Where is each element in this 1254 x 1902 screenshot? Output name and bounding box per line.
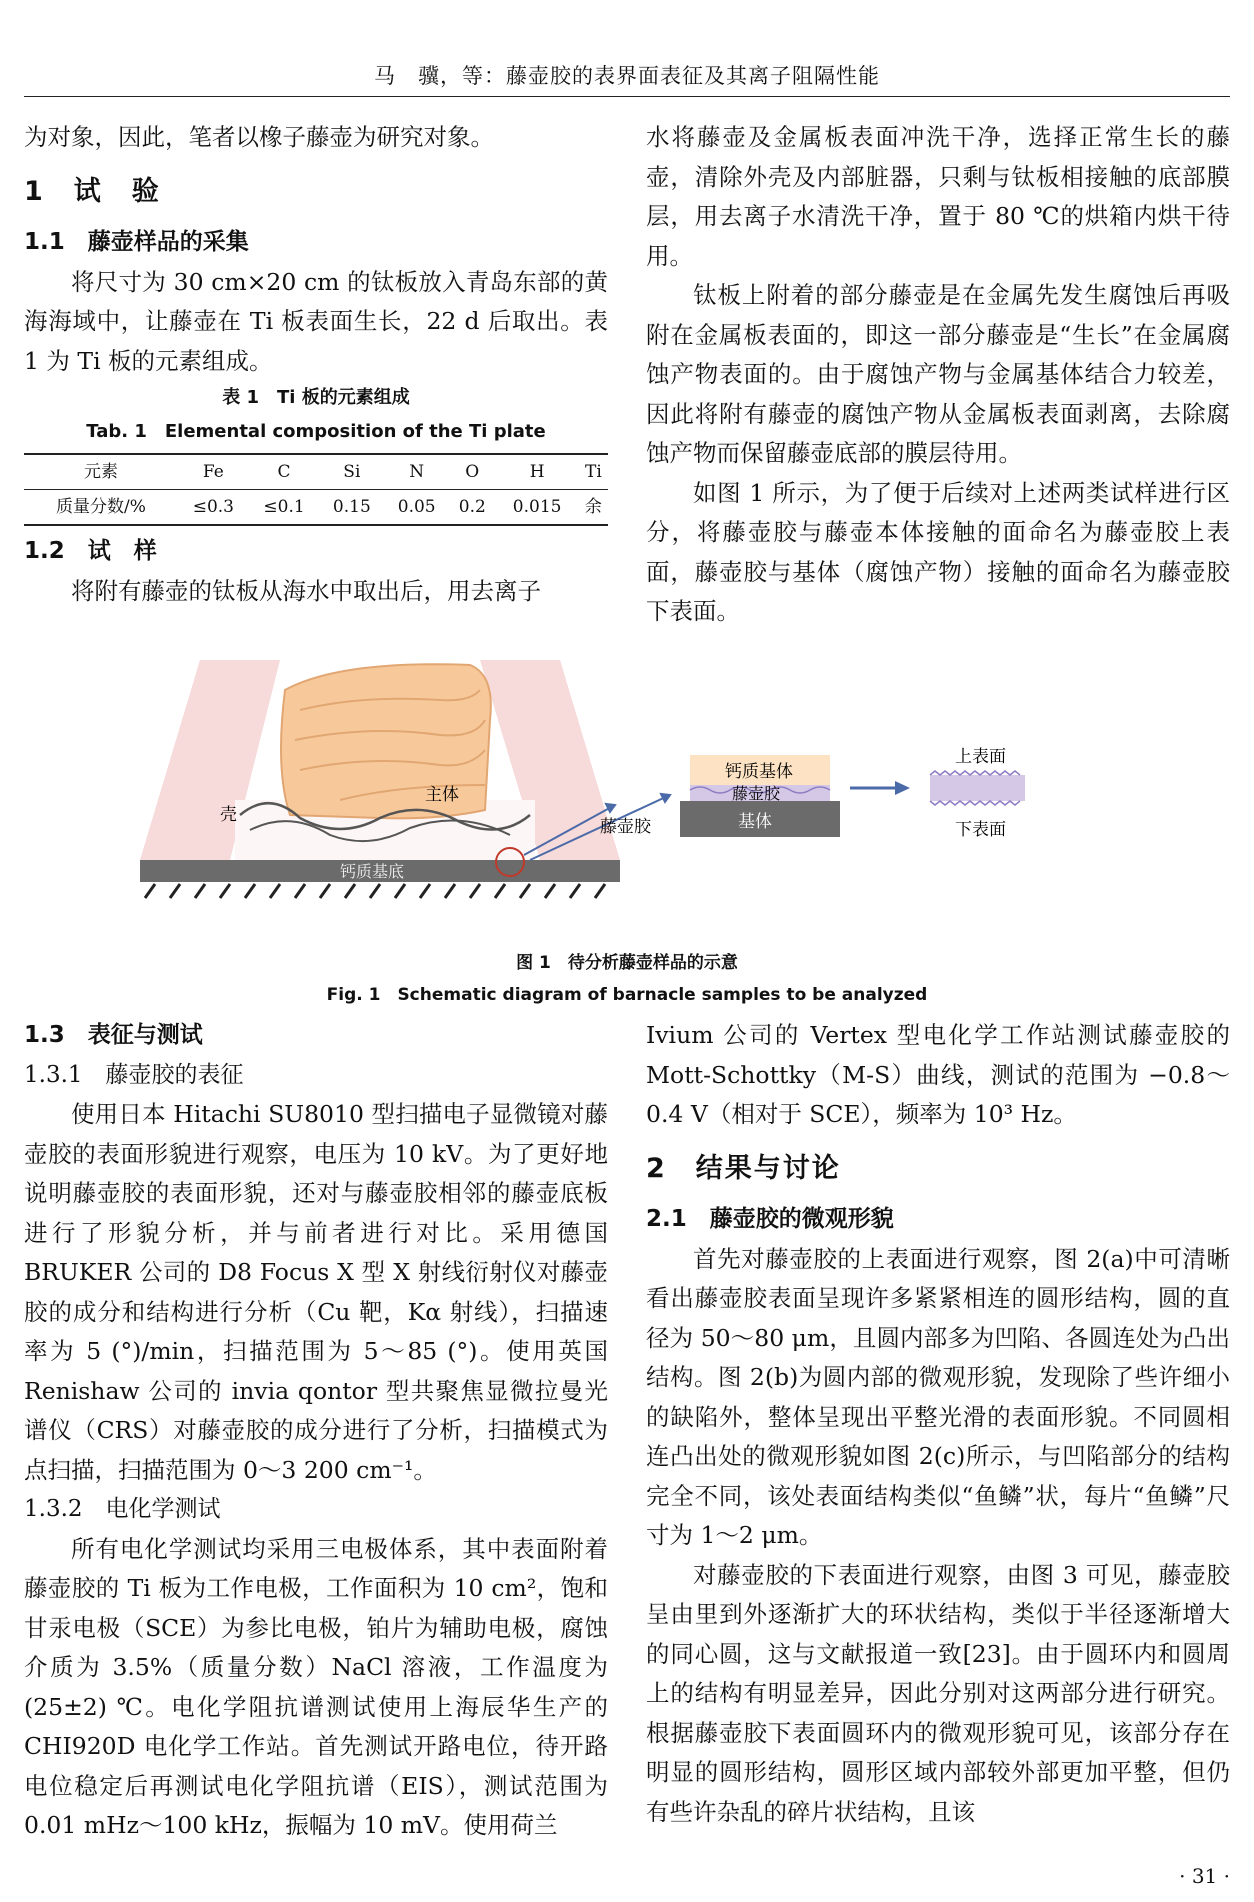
paragraph: 首先对藤壶胶的上表面进行观察，图 2(a)中可清晰看出藤壶胶表面呈现许多紧紧相连的圆形结构，圆的直径为 50～80 μm，且圆内部多为凹陷、各圆连处为凸出结构。图 2(b)为圆内部的微观形貌，发现除了些许细小的缺陷外，整体呈现出平整光滑的表面形貌。不同圆相连凸出处的微观形貌如图 2(c)所示，与凹陷部分的结构完全不同，该处表面结构类似“鱼鳞”状，每片“鱼鳞”尺寸为 1～2 μm。 xyxy=(646,1244,1230,1549)
table-cell: 0.05 xyxy=(384,490,449,526)
table-cell: O xyxy=(449,454,495,490)
paragraph: 使用日本 Hitachi SU8010 型扫描电子显微镜对藤壶胶的表面形貌进行观察，电压为 10 kV。为了更好地说明藤壶胶的表面形貌，还对与藤壶胶相邻的藤壶底板进行了形貌分析，并与前者进行对比。采用德国 BRUKER 公司的 D8 Focus X 型 X 射线衍射仪对藤壶胶的成分和结构进行分析（Cu 靶，Kα 射线），扫描速率为 5 (°)/min，扫描范围为 5～85 (°)。使用英国 Renishaw 公司的 invia qontor 型共聚焦显微拉曼光谱仪（CRS）对藤壶胶的成分进行了分析，扫描模式为点扫描，扫描范围为 0～3 200 cm⁻¹。 xyxy=(24,1100,608,1484)
lower-surface-label: 下表面 xyxy=(955,820,1006,840)
table-cell: Ti xyxy=(579,454,608,490)
substrate-label: 基体 xyxy=(738,812,772,832)
glue-layer-label: 藤壶胶 xyxy=(732,784,781,803)
table-cell: 0.2 xyxy=(449,490,495,526)
figure-caption-en: Fig. 1 Schematic diagram of barnacle samples to be analyzed xyxy=(326,985,928,1005)
section-1-3-2-heading: 1.3.2 电化学测试 xyxy=(24,1496,221,1522)
upper-surface-label: 上表面 xyxy=(955,747,1006,767)
table-cell: ≤0.3 xyxy=(178,490,249,526)
paragraph: 为对象，因此，笔者以橡子藤壶为研究对象。 xyxy=(24,123,494,151)
paragraph: 水将藤壶及金属板表面冲洗干净，选择正常生长的藤壶，清除外壳及内部脏器，只剩与钛板相接触的底部膜层，用去离子水清洗干净，置于 80 ℃的烘箱内烘干待用。 xyxy=(646,123,1230,270)
figure-caption-cn: 图 1 待分析藤壶样品的示意 xyxy=(516,953,738,973)
table-caption-cn: 表 1 Ti 板的元素组成 xyxy=(222,387,410,408)
paragraph: 所有电化学测试均采用三电极体系，其中表面附着藤壶胶的 Ti 板为工作电极，工作面积为 10 cm²，饱和甘汞电极（SCE）为参比电极，铂片为辅助电极，腐蚀介质为 3.5%（质量分数）NaCl 溶液，工作温度为 (25±2) ℃。电化学阻抗谱测试使用上海辰华生产的 CHI920D 电化学工作站。首先测试开路电位，待开路电位稳定后再测试电化学阻抗谱（EIS），测试范围为 0.01 mHz～100 kHz，振幅为 10 mV。使用荷兰 xyxy=(24,1534,608,1839)
right-column-bottom xyxy=(646,1016,1230,1832)
running-header: 马 骥，等：藤壶胶的表界面表征及其离子阻隔性能 xyxy=(374,64,880,88)
left-column-bottom xyxy=(24,1016,608,1846)
section-1-3-heading: 1.3 表征与测试 xyxy=(24,1022,203,1048)
section-2-heading: 2 结果与讨论 xyxy=(646,1152,841,1184)
section-1-3-1-heading: 1.3.1 藤壶胶的表征 xyxy=(24,1061,244,1088)
body-label: 主体 xyxy=(425,785,459,805)
paragraph: Ivium 公司的 Vertex 型电化学工作站测试藤壶胶的 Mott-Schottky（M-S）曲线，测试的范围为 −0.8～0.4 V（相对于 SCE），频率为 10³ Hz。 xyxy=(646,1021,1230,1128)
surface-arrow xyxy=(850,771,1025,805)
shell-label: 壳 xyxy=(220,805,237,825)
left-column-top xyxy=(24,118,608,611)
table-cell: 余 xyxy=(579,490,608,526)
paragraph: 钛板上附着的部分藤壶是在金属先发生腐蚀后再吸附在金属板表面的，即这一部分藤壶是“生长”在金属腐蚀产物表面的。由于腐蚀产物与金属基体结合力较差，因此将附有藤壶的腐蚀产物从金属板表面剥离，去除腐蚀产物而保留藤壶底部的膜层待用。 xyxy=(646,281,1230,467)
paragraph: 对藤壶胶的下表面进行观察，由图 3 可见，藤壶胶呈由里到外逐渐扩大的环状结构，类似于半径逐渐增大的同心圆，这与文献报道一致[23]。由于圆环内和圆周上的结构有明显差异，因此分别对这两部分进行研究。根据藤壶胶下表面圆环内的微观形貌可见，该部分存在明显的圆形结构，圆形区域内部较外部更加平整，但仍有些许杂乱的碎片状结构，且该 xyxy=(646,1560,1230,1826)
table-cell: N xyxy=(384,454,449,490)
section-1-heading: 1 试 验 xyxy=(24,175,161,207)
header-rule xyxy=(24,96,1230,97)
paragraph: 将附有藤壶的钛板从海水中取出后，用去离子 xyxy=(71,576,541,605)
section-1-1-heading: 1.1 藤壶样品的采集 xyxy=(24,229,249,255)
table-cell: ≤0.1 xyxy=(249,490,320,526)
table-cell: Fe xyxy=(178,454,249,490)
glue-label: 藤壶胶 xyxy=(600,817,651,837)
table-cell: 质量分数/% xyxy=(24,490,178,526)
table-cell: 0.015 xyxy=(495,490,578,526)
table-cell: C xyxy=(249,454,320,490)
page-number: · 31 · xyxy=(1179,1864,1230,1888)
right-column-top xyxy=(646,118,1230,632)
calc-base-label: 钙质基体 xyxy=(725,762,793,782)
table-row xyxy=(24,490,608,526)
figure-1-schematic xyxy=(140,650,1230,940)
section-2-1-heading: 2.1 藤壶胶的微观形貌 xyxy=(646,1206,894,1232)
table-cell: H xyxy=(495,454,578,490)
table-cell: 元素 xyxy=(24,454,178,490)
section-1-2-heading: 1.2 试 样 xyxy=(24,538,157,564)
table-cell: Si xyxy=(319,454,384,490)
paragraph: 如图 1 所示，为了便于后续对上述两类试样进行区分，将藤壶胶与藤壶本体接触的面命名为藤壶胶上表面，藤壶胶与基体（腐蚀产物）接触的面命名为藤壶胶下表面。 xyxy=(646,478,1230,625)
table-header-row xyxy=(24,454,608,490)
table-caption-en: Tab. 1 Elemental composition of the Ti plate xyxy=(86,421,546,442)
table-cell: 0.15 xyxy=(319,490,384,526)
paragraph: 将尺寸为 30 cm×20 cm 的钛板放入青岛东部的黄海海域中，让藤壶在 Ti 板表面生长，22 d 后取出。表 1 为 Ti 板的元素组成。 xyxy=(24,267,608,375)
base-label: 钙质基底 xyxy=(340,862,405,881)
element-table xyxy=(24,453,608,526)
